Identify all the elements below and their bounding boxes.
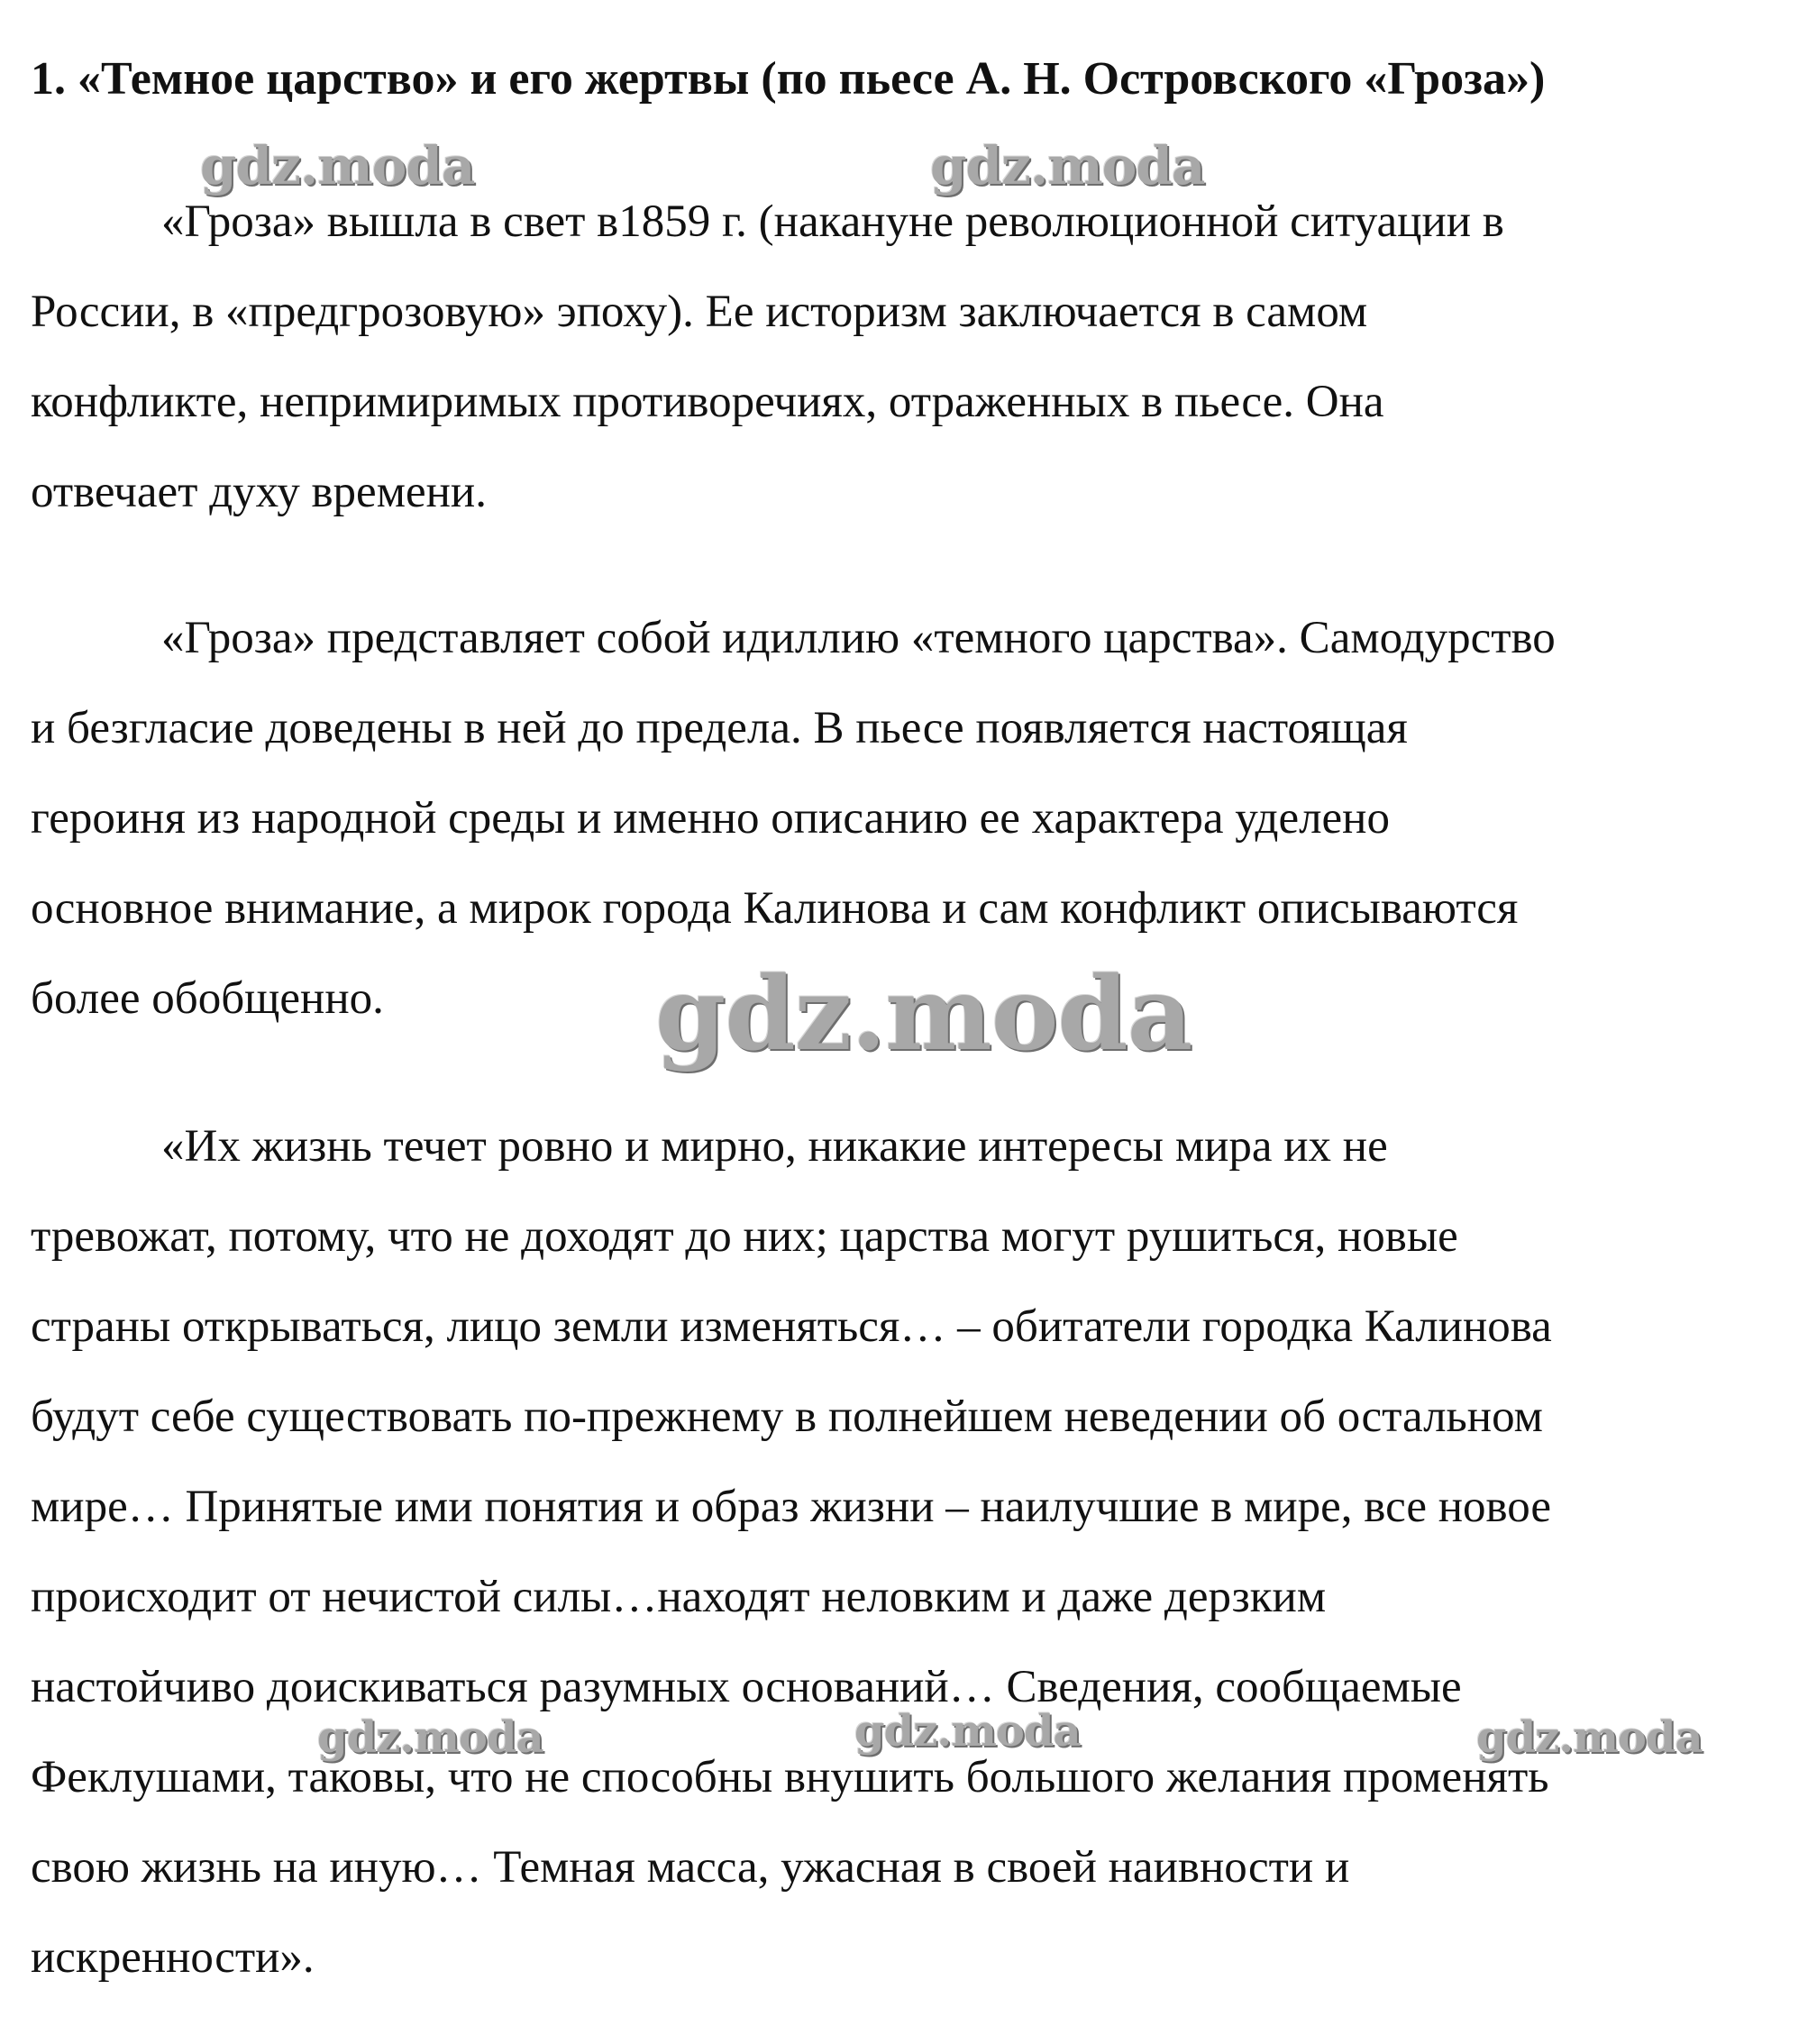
paragraph-line: отвечает духу времени. [31,467,487,517]
paragraph-3 [31,1101,1797,2003]
paragraph-line: будут себе существовать по-прежнему в полнейшем неведении об остальном [31,1392,1543,1442]
paragraph-line: героиня из народной среды и именно описанию ее характера уделено [31,793,1390,844]
paragraph-line: искренности». [31,1932,315,1983]
paragraph-line: Феклушами, таковы, что не способны внушить большого желания променять [31,1752,1549,1802]
paragraph-line: тревожат, потому, что не доходят до них; царства могут рушиться, новые [31,1211,1458,1262]
watermark: gdz.moda [930,135,1205,196]
paragraph-line: «Их жизнь течет ровно и мирно, никакие интересы мира их не [161,1121,1388,1172]
watermark: gdz.moda [655,955,1192,1073]
watermark: gdz.moda [317,1712,543,1763]
paragraph-line: мире… Принятые ими понятия и образ жизни – наилучшие в мире, все новое [31,1482,1552,1532]
paragraph-line: «Гроза» представляет собой идиллию «темного царства». Самодурство [161,613,1556,663]
watermark: gdz.moda [200,135,475,196]
watermark: gdz.moda [854,1706,1081,1757]
paragraph-line: «Гроза» вышла в свет в1859 г. (накануне революционной ситуации в [161,196,1504,247]
paragraph-1 [31,177,1797,537]
paragraph-line: и безгласие доведены в ней до предела. В пьесе появляется настоящая [31,703,1408,753]
paragraph-line: России, в «предгрозовую» эпоху). Ее историзм заключается в самом [31,287,1368,337]
watermark: gdz.moda [1476,1712,1703,1763]
paragraph-line: страны открываться, лицо земли изменяться… – обитатели городка Калинова [31,1301,1552,1352]
paragraph-line: конфликте, непримиримых противоречиях, отраженных в пьесе. Она [31,377,1384,427]
document-heading: 1. «Темное царство» и его жертвы (по пьесе А. Н. Островского «Гроза») [31,53,1546,105]
paragraph-line: настойчиво доискиваться разумных оснований… Сведения, сообщаемые [31,1662,1462,1712]
paragraph-line: происходит от нечистой силы…находят неловким и даже дерзким [31,1572,1327,1622]
paragraph-line: свою жизнь на иную… Темная масса, ужасная в своей наивности и [31,1842,1350,1893]
paragraph-line: основное внимание, а мирок города Калинова и сам конфликт описываются [31,883,1519,934]
paragraph-line: более обобщенно. [31,973,384,1024]
